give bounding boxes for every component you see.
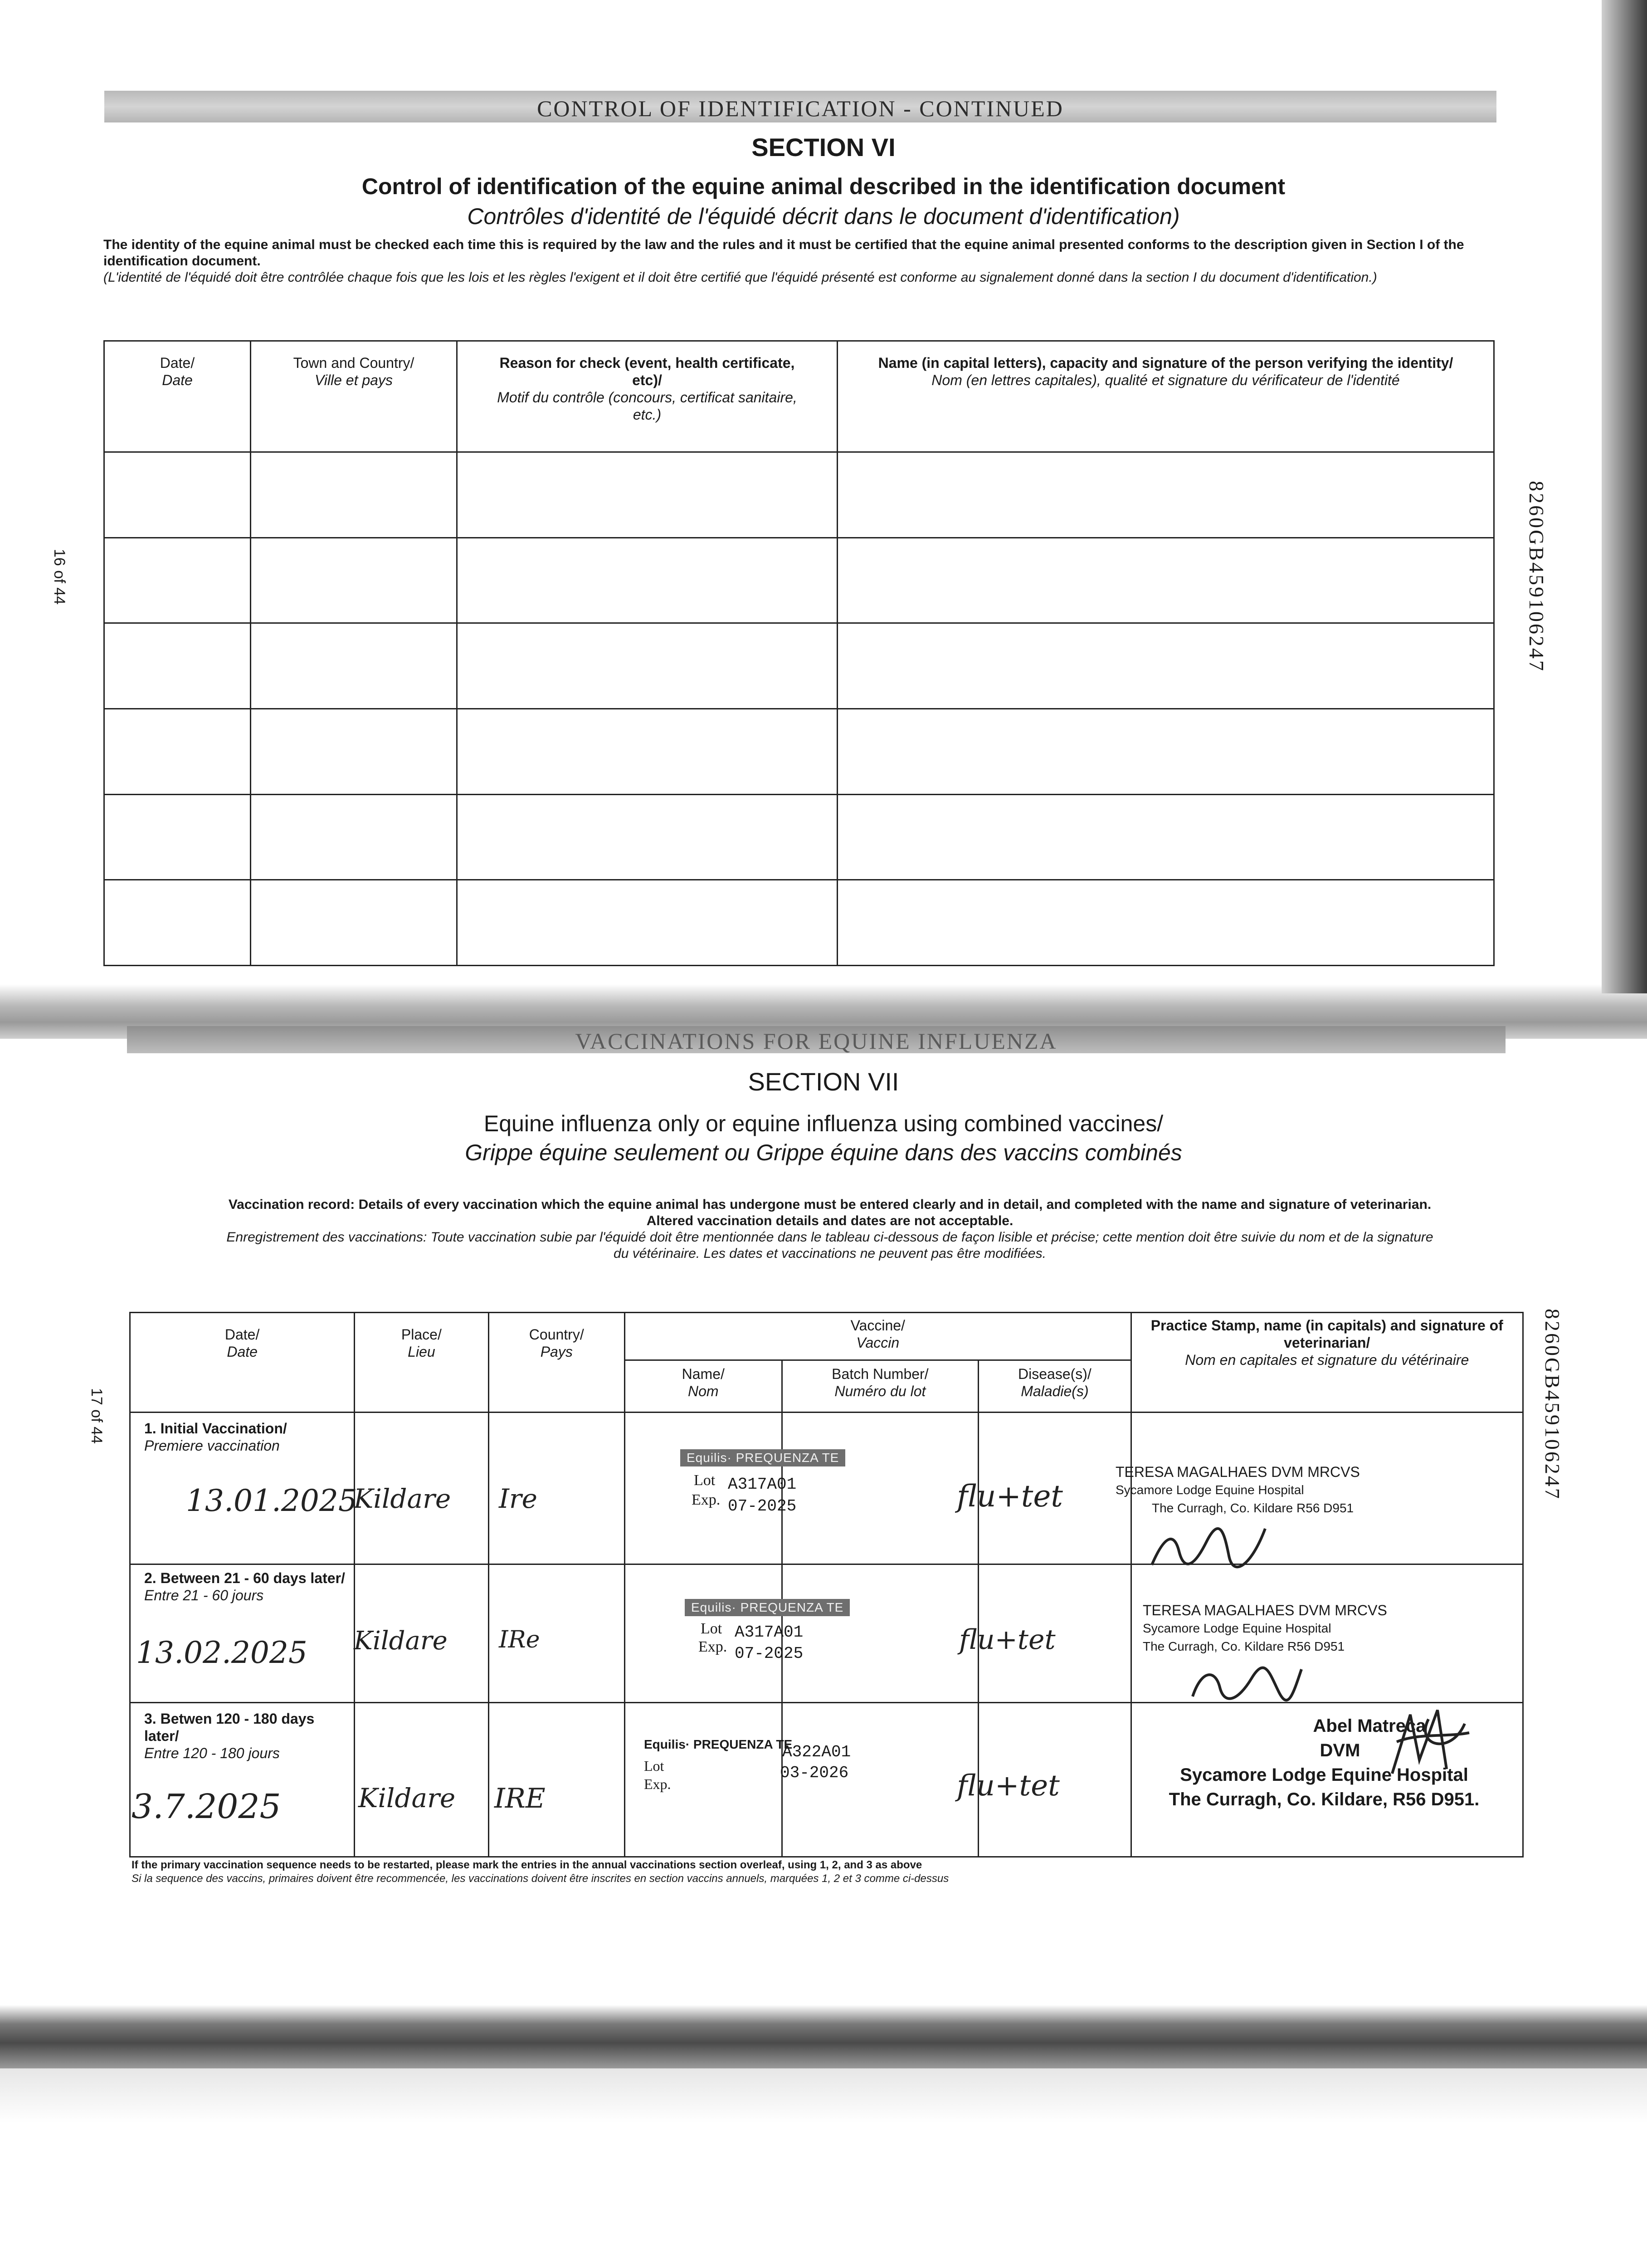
row1-disease: flu+tet (957, 1479, 1063, 1514)
section7-note-en-1: Vaccination record: Details of every vaccination which the equine animal has undergone must be entered clearly and in detail, and completed with the name and signature of veterinarian. (228, 1197, 1432, 1212)
verifier-cell[interactable] (838, 794, 1494, 880)
vac-stamp-fr: Nom en capitales et signature du vétérinaire (1185, 1352, 1469, 1368)
section6-band-title: CONTROL OF IDENTIFICATION - CONTINUED (537, 96, 1064, 121)
section6-note (103, 237, 1473, 286)
row1-exp-date: 07-2025 (728, 1497, 797, 1515)
row1-signature (1147, 1524, 1283, 1574)
row2-date: 13.02.2025 (136, 1635, 307, 1670)
vac-country-header (488, 1313, 624, 1413)
row2-exp-date: 07-2025 (735, 1644, 804, 1663)
table-row (104, 880, 1494, 966)
reason-cell[interactable] (457, 880, 838, 966)
row1-exp-label: Exp. (692, 1491, 721, 1508)
row2-exp-label: Exp. (698, 1638, 727, 1655)
town-cell[interactable] (251, 452, 457, 538)
row3-exp-label: Exp. (644, 1776, 671, 1792)
col-reason-fr: Motif du contrôle (concours, certificat sanitaire, etc.) (497, 389, 797, 423)
row3-label (144, 1710, 335, 1762)
section6-note-en: The identity of the equine animal must be checked each time this is required by the law and the rules and it must be certified that the equine animal presented conforms to the description given in Section I of the identification document. (103, 237, 1464, 269)
col-verifier-en: Name (in capital letters), capacity and signature of the person verifying the identity/ (878, 355, 1453, 371)
col-town-header (251, 341, 457, 452)
row2-signature (1188, 1660, 1306, 1706)
row3-vet-line2: DVM (1320, 1740, 1360, 1760)
section7-note-en-2: Altered vaccination details and dates are not acceptable. (646, 1213, 1014, 1228)
bottom-scan-band (0, 2005, 1647, 2068)
col-town-en: Town and Country/ (293, 355, 414, 371)
section7-footer (132, 1858, 949, 1886)
table-row (104, 794, 1494, 880)
date-cell[interactable] (104, 623, 251, 709)
table-row (104, 452, 1494, 538)
col-date-header (104, 341, 251, 452)
section6-subtitle-fr: Contrôles d'identité de l'équidé décrit dans le document d'identification) (467, 204, 1180, 229)
vac-batch-header (782, 1360, 979, 1413)
row3-label-en: 3. Betwen 120 - 180 days later/ (144, 1711, 315, 1744)
table-row (104, 623, 1494, 709)
vac-disease-en: Disease(s)/ (1018, 1366, 1092, 1382)
town-cell[interactable] (251, 709, 457, 794)
row2-lot-label: Lot (701, 1620, 722, 1637)
vac-place-header (355, 1313, 488, 1413)
row1-vet-line2: Sycamore Lodge Equine Hospital (1116, 1483, 1304, 1497)
row2-vet-line2: Sycamore Lodge Equine Hospital (1143, 1621, 1331, 1635)
row2-vaccine-stamp: Equilis· PREQUENZA TE (685, 1599, 850, 1616)
col-verifier-header (838, 341, 1494, 452)
vac-place-en: Place/ (401, 1326, 442, 1343)
reason-cell[interactable] (457, 794, 838, 880)
row3-exp-date: 03-2026 (780, 1764, 849, 1782)
vac-row1-batch-cell[interactable] (782, 1413, 979, 1564)
vac-name-header (624, 1360, 782, 1413)
vac-date-header (130, 1313, 355, 1413)
col-reason-en: Reason for check (event, health certificate, etc)/ (499, 355, 795, 388)
date-cell[interactable] (104, 880, 251, 966)
town-cell[interactable] (251, 623, 457, 709)
reason-cell[interactable] (457, 538, 838, 623)
row1-vet-name: TERESA MAGALHAES DVM MRCVS (1116, 1464, 1360, 1480)
vac-disease-header (979, 1360, 1131, 1413)
section7-subtitle-fr: Grippe équine seulement ou Grippe équine dans des vaccins combinés (465, 1140, 1182, 1165)
date-cell[interactable] (104, 794, 251, 880)
row1-vet-line3: The Curragh, Co. Kildare R56 D951 (1152, 1501, 1354, 1515)
id-number-side-bottom: 8260GB459106247 (1541, 1309, 1564, 1501)
row1-date: 13.01.2025 (186, 1483, 357, 1518)
row3-vaccine-stamp: Equilis· PREQUENZA TE (644, 1737, 793, 1751)
col-date-fr: Date (162, 372, 193, 388)
col-reason-header (457, 341, 838, 452)
row3-disease: flu+tet (957, 1769, 1060, 1803)
vac-vaccine-fr: Vaccin (856, 1334, 900, 1351)
page-right-edge (1602, 0, 1647, 993)
verifier-cell[interactable] (838, 623, 1494, 709)
identity-check-table (103, 340, 1495, 966)
table-row (104, 709, 1494, 794)
row1-place: Kildare (354, 1483, 451, 1514)
row2-label-en: 2. Between 21 - 60 days later/ (144, 1570, 345, 1586)
reason-cell[interactable] (457, 623, 838, 709)
town-cell[interactable] (251, 880, 457, 966)
verifier-cell[interactable] (838, 538, 1494, 623)
row2-disease: flu+tet (959, 1624, 1056, 1656)
town-cell[interactable] (251, 794, 457, 880)
verifier-cell[interactable] (838, 709, 1494, 794)
vac-name-fr: Nom (687, 1383, 719, 1399)
section7-subtitle-en: Equine influenza only or equine influenza using combined vaccines/ (483, 1111, 1164, 1136)
section7-footer-en: If the primary vaccination sequence needs to be restarted, please mark the entries in the annual vaccinations section overleaf, using 1, 2, and 3 as above (132, 1859, 922, 1871)
vac-row3-country-cell[interactable] (488, 1703, 624, 1857)
section7-note-fr-1: Enregistrement des vaccinations: Toute vaccination subie par l'équidé doit être mentionnée dans le tableau ci-dessous de façon lisible et précise; cette mention doit être suivie du nom et de la signature (226, 1230, 1433, 1245)
section7-band-title: VACCINATIONS FOR EQUINE INFLUENZA (575, 1028, 1057, 1054)
section6-title: SECTION VI (751, 133, 896, 161)
row2-place: Kildare (354, 1626, 448, 1656)
verifier-cell[interactable] (838, 880, 1494, 966)
row3-vet-line4: The Curragh, Co. Kildare, R56 D951. (1169, 1789, 1480, 1809)
section6-note-fr: (L'identité de l'équidé doit être contrôlée chaque fois que les lois et les règles l'exigent et il doit être certifié que l'équidé présenté est conforme au signalement donné dans la section I du document d'identification.) (103, 270, 1377, 285)
row2-lot-number: A317A01 (735, 1623, 804, 1642)
vac-disease-fr: Maladie(s) (1021, 1383, 1089, 1399)
vac-row3-place-cell[interactable] (355, 1703, 488, 1857)
vac-stamp-en: Practice Stamp, name (in capitals) and signature of veterinarian/ (1150, 1317, 1503, 1351)
section6-band (104, 91, 1496, 122)
reason-cell[interactable] (457, 709, 838, 794)
row3-country: IRE (494, 1783, 546, 1814)
vac-stamp-header (1131, 1313, 1523, 1413)
col-date-en: Date/ (160, 355, 195, 371)
col-verifier-fr: Nom (en lettres capitales), qualité et signature du vérificateur de l'identité (931, 372, 1400, 388)
row3-label-fr: Entre 120 - 180 jours (144, 1745, 280, 1761)
col-town-fr: Ville et pays (315, 372, 393, 388)
row1-label-en: 1. Initial Vaccination/ (144, 1420, 287, 1437)
section6-subtitle-en: Control of identification of the equine animal described in the identification document (361, 174, 1286, 199)
date-cell[interactable] (104, 538, 251, 623)
row1-vet-stamp (1116, 1463, 1360, 1517)
id-number-side-top: 8260GB459106247 (1525, 481, 1548, 673)
row1-label (144, 1420, 287, 1454)
section7-note-fr-2: du vétérinaire. Les dates et vaccinations ne peuvent pas être modifiées. (614, 1246, 1046, 1261)
vac-batch-en: Batch Number/ (832, 1366, 929, 1382)
row3-vet-line3: Sycamore Lodge Equine Hospital (1180, 1765, 1468, 1785)
row3-signature (1383, 1706, 1474, 1778)
row2-vet-line3: The Curragh, Co. Kildare R56 D951 (1143, 1639, 1345, 1653)
section7-title: SECTION VII (748, 1067, 899, 1096)
row1-lot-label: Lot (694, 1472, 716, 1489)
vac-vaccine-en: Vaccine/ (850, 1317, 905, 1334)
section7-note (118, 1197, 1542, 1262)
page-number-17: 17 of 44 (88, 1388, 105, 1444)
page-number-16: 16 of 44 (51, 549, 68, 605)
vac-date-en: Date/ (224, 1326, 260, 1343)
row3-lot-number: A322A01 (782, 1743, 851, 1761)
row3-place: Kildare (358, 1783, 456, 1813)
section7-band (127, 1026, 1506, 1053)
row2-label (144, 1569, 353, 1604)
row2-vet-name: TERESA MAGALHAES DVM MRCVS (1143, 1602, 1387, 1618)
row1-lot-number: A317A01 (728, 1475, 797, 1494)
bottom-scan-shadow (0, 2068, 1647, 2123)
row3-lot-label: Lot (644, 1758, 664, 1774)
verifier-cell[interactable] (838, 452, 1494, 538)
town-cell[interactable] (251, 538, 457, 623)
row2-label-fr: Entre 21 - 60 jours (144, 1587, 264, 1603)
vac-place-fr: Lieu (408, 1344, 435, 1360)
vac-row2-batch-cell[interactable] (782, 1564, 979, 1703)
vac-date-fr: Date (227, 1344, 258, 1360)
date-cell[interactable] (104, 452, 251, 538)
row1-label-fr: Premiere vaccination (144, 1437, 280, 1454)
vac-vaccine-header (624, 1313, 1131, 1360)
row3-date: 3.7.2025 (132, 1787, 281, 1826)
row3-vet-name: Abel Matreca (1313, 1716, 1426, 1736)
vac-batch-fr: Numéro du lot (834, 1383, 926, 1399)
vac-name-en: Name/ (682, 1366, 725, 1382)
vac-country-en: Country/ (529, 1326, 584, 1343)
section7-footer-fr: Si la sequence des vaccins, primaires doivent être recommencée, les vaccinations doivent être inscrites en section vaccins annuels, marquées 1, 2 et 3 comme ci-dessus (132, 1872, 949, 1885)
row2-vet-stamp (1143, 1601, 1387, 1656)
reason-cell[interactable] (457, 452, 838, 538)
table-row (104, 538, 1494, 623)
vac-country-fr: Pays (540, 1344, 573, 1360)
row1-vaccine-stamp: Equilis· PREQUENZA TE (680, 1449, 845, 1466)
row1-country: Ire (499, 1483, 537, 1514)
row2-country: IRe (499, 1626, 540, 1653)
date-cell[interactable] (104, 709, 251, 794)
